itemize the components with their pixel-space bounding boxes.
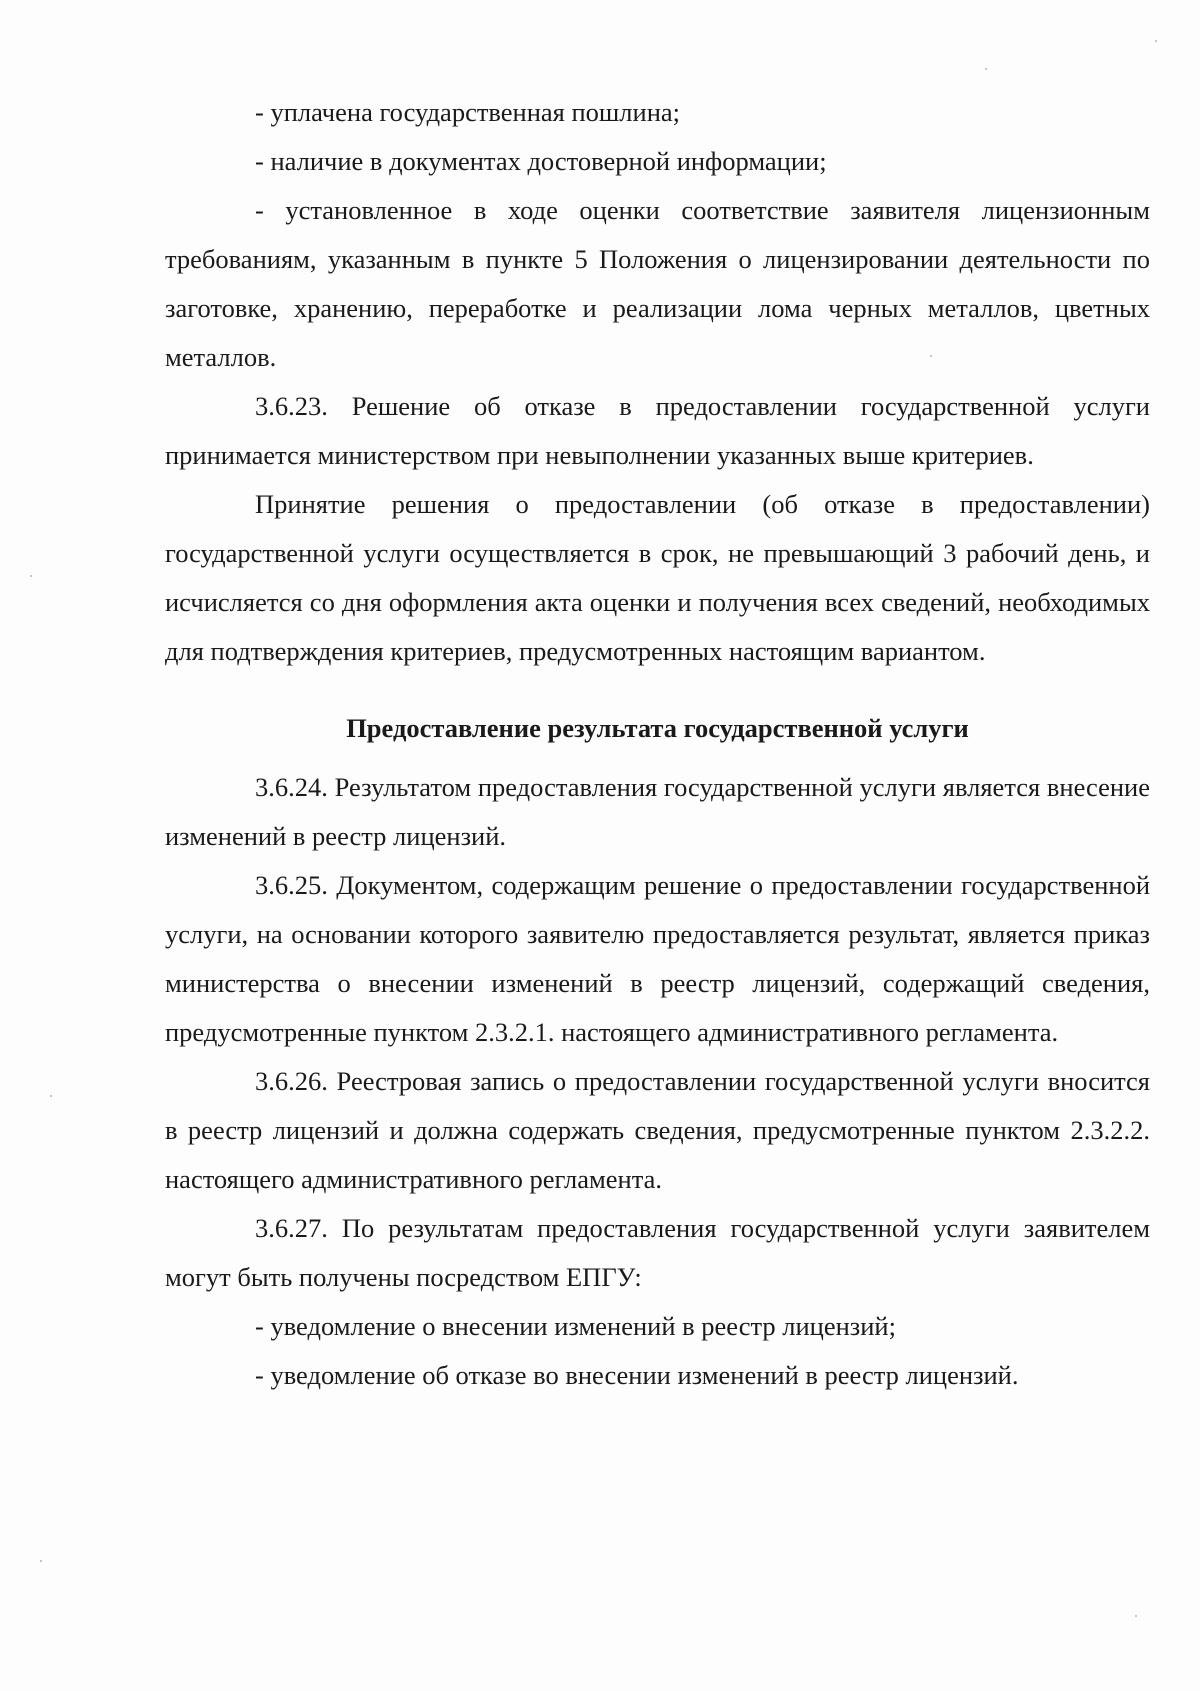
scan-speck — [30, 575, 32, 577]
scan-speck — [930, 355, 932, 357]
paragraph-license-compliance: - установленное в ходе оценки соответствие заявителя лицензионным требованиям, указанным в пункте 5 Положения о лицензировании деятельности по заготовке, хранению, переработке и реализации лома черных металлов, цветных металлов. — [165, 195, 1150, 372]
paragraph-3-6-27: 3.6.27. По результатам предоставления государственной услуги заявителем могут быть получены посредством ЕПГУ: — [165, 1213, 1150, 1292]
scan-speck — [40, 1560, 42, 1562]
list-item-reliable-info: - наличие в документах достоверной информации; — [255, 146, 827, 176]
paragraph-decision-deadline: Принятие решения о предоставлении (об отказе в предоставлении) государственной услуги осуществляется в срок, не превышающий 3 рабочий день, и исчисляется со дня оформления акта оценки и получения всех сведений, необходимых для подтверждения критериев, предусмотренных настоящим вариантом. — [165, 489, 1150, 666]
scan-speck — [50, 1095, 52, 1097]
list-item-state-duty: - уплачена государственная пошлина; — [255, 97, 681, 127]
scan-speck — [985, 68, 987, 70]
section-heading: Предоставление результата государственной услуги — [346, 713, 969, 743]
paragraph-3-6-24: 3.6.24. Результатом предоставления государственной услуги является внесение изменений в реестр лицензий. — [165, 772, 1150, 851]
paragraph-3-6-26: 3.6.26. Реестровая запись о предоставлении государственной услуги вносится в реестр лицензий и должна содержать сведения, предусмотренные пунктом 2.3.2.2. настоящего административного регламента. — [165, 1066, 1150, 1194]
paragraph-3-6-23: 3.6.23. Решение об отказе в предоставлении государственной услуги принимается министерством при невыполнении указанных выше критериев. — [165, 391, 1150, 470]
paragraph-3-6-25: 3.6.25. Документом, содержащим решение о предоставлении государственной услуги, на основании которого заявителю предоставляется результат, является приказ министерства о внесении изменений в реестр лицензий, содержащий сведения, предусмотренные пунктом 2.3.2.1. настоящего административного регламента. — [165, 870, 1150, 1047]
scan-speck — [1135, 1615, 1137, 1617]
document-body — [165, 88, 1150, 1400]
list-item-notice-changes: - уведомление о внесении изменений в реестр лицензий; — [255, 1311, 896, 1341]
list-item-notice-refusal: - уведомление об отказе во внесении изменений в реестр лицензий. — [255, 1360, 1019, 1390]
scan-speck — [1155, 40, 1157, 42]
